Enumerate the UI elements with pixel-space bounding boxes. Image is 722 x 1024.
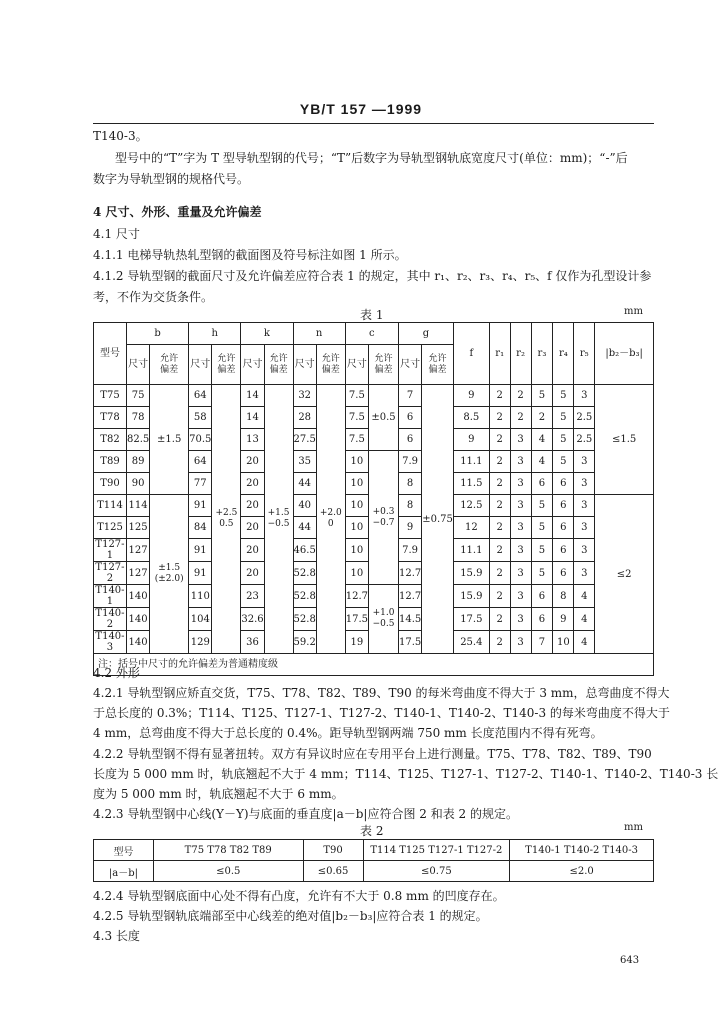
intro-line-2: 数字为导轨型钢的规格代号。 bbox=[93, 172, 250, 186]
table-1-caption: 表 1 bbox=[360, 308, 384, 322]
cell-b: 114 bbox=[126, 495, 149, 517]
cell-r5: 3 bbox=[574, 517, 595, 539]
t2-ab-2: ≤0.65 bbox=[303, 861, 363, 882]
t2-h-ab: |a－b| bbox=[94, 861, 154, 882]
cell-b: 82.5 bbox=[126, 429, 149, 451]
cell-r1: 2 bbox=[489, 631, 510, 654]
cell-g: 14.5 bbox=[398, 608, 421, 631]
cell-h: 77 bbox=[189, 473, 212, 495]
cell-g: 6 bbox=[398, 429, 421, 451]
cell-c: 10 bbox=[345, 451, 368, 473]
cell-n: 28 bbox=[293, 407, 316, 429]
cell-model: T75 bbox=[94, 385, 127, 407]
cell-h: 91 bbox=[189, 539, 212, 562]
t2-models-1: T75 T78 T82 T89 bbox=[153, 840, 303, 861]
cell-n: 46.5 bbox=[293, 539, 316, 562]
clause-4-2-4: 4.2.4 导轨型钢底面中心处不得有凸度，允许有不大于 0.8 mm 的凹度存在。 bbox=[93, 889, 505, 903]
cell-r1: 2 bbox=[489, 517, 510, 539]
th-size: 尺寸 bbox=[241, 345, 264, 385]
cell-h: 58 bbox=[189, 407, 212, 429]
table-1-header-row-1 bbox=[94, 323, 654, 345]
th-tol: 允许 偏差 bbox=[422, 345, 454, 385]
cell-r1: 2 bbox=[489, 539, 510, 562]
cell-diff: ≤1.5 bbox=[595, 385, 654, 495]
th-r4: r₄ bbox=[553, 323, 574, 385]
cell-h: 110 bbox=[189, 585, 212, 608]
cell-r3: 5 bbox=[531, 495, 553, 517]
cell-r3: 6 bbox=[531, 473, 553, 495]
cell-k: 23 bbox=[241, 585, 264, 608]
cell-c-tol: +1.0 −0.5 bbox=[369, 585, 399, 654]
cell-g: 6 bbox=[398, 407, 421, 429]
cell-k: 20 bbox=[241, 495, 264, 517]
cell-r2: 3 bbox=[510, 608, 531, 631]
cell-r4: 5 bbox=[553, 407, 574, 429]
cell-model: T125 bbox=[94, 517, 127, 539]
clause-4-1-2-line-1: 4.1.2 导轨型钢的截面尺寸及允许偏差应符合表 1 的规定，其中 r₁、r₂、r₃、r₄、r₅、f 仅作为孔型设计参 bbox=[93, 269, 652, 283]
cell-r5: 2.5 bbox=[574, 407, 595, 429]
cell-r4: 6 bbox=[553, 539, 574, 562]
th-tol: 允许 偏差 bbox=[316, 345, 345, 385]
clause-4-2-1-line-1: 4.2.1 导轨型钢应矫直交货，T75、T78、T82、T89、T90 的每米弯曲度不得大于 3 mm，总弯曲度不得大 bbox=[93, 686, 670, 700]
cell-g: 8 bbox=[398, 495, 421, 517]
cell-c: 7.5 bbox=[345, 407, 368, 429]
th-size: 尺寸 bbox=[126, 345, 149, 385]
cell-r2: 3 bbox=[510, 517, 531, 539]
clause-4-2-3: 4.2.3 导轨型钢中心线(Y－Y)与底面的垂直度|a－b|应符合图 2 和表 2 的规定。 bbox=[93, 807, 519, 821]
cell-h: 84 bbox=[189, 517, 212, 539]
cell-r3: 5 bbox=[531, 385, 553, 407]
cell-g: 8 bbox=[398, 473, 421, 495]
cell-r5: 4 bbox=[574, 585, 595, 608]
cell-n: 44 bbox=[293, 517, 316, 539]
cell-f: 25.4 bbox=[453, 631, 489, 654]
cell-c: 12.7 bbox=[345, 585, 368, 608]
cell-c: 19 bbox=[345, 631, 368, 654]
th-size: 尺寸 bbox=[345, 345, 368, 385]
clause-4-2-2-line-3: 度为 5 000 mm 时，轨底翘起不大于 6 mm。 bbox=[93, 787, 344, 801]
table-2-row-ab bbox=[94, 861, 654, 882]
cell-f: 11.1 bbox=[453, 451, 489, 473]
t2-models-2: T90 bbox=[303, 840, 363, 861]
cell-c: 10 bbox=[345, 562, 368, 585]
cell-model: T140-2 bbox=[95, 608, 125, 630]
cell-g: 9 bbox=[398, 517, 421, 539]
th-model: 型号 bbox=[94, 323, 127, 385]
cell-b: 127 bbox=[126, 562, 149, 585]
th-h: h bbox=[189, 323, 241, 345]
clause-4-2-2-line-1: 4.2.2 导轨型钢不得有显著扭转。双方有异议时应在专用平台上进行测量。T75、T78、T82、T89、T90 bbox=[93, 747, 652, 761]
cell-r3: 4 bbox=[531, 429, 553, 451]
cell-r1: 2 bbox=[489, 608, 510, 631]
cell-b: 90 bbox=[126, 473, 149, 495]
table-2-caption: 表 2 bbox=[360, 824, 384, 838]
th-tol: 允许 偏差 bbox=[264, 345, 293, 385]
cell-r5: 3 bbox=[574, 495, 595, 517]
cell-g-tol: ±0.75 bbox=[422, 385, 454, 654]
section-4-1-heading: 4.1 尺寸 bbox=[93, 227, 140, 241]
cell-r1: 2 bbox=[489, 473, 510, 495]
table-2 bbox=[93, 839, 654, 882]
cell-f: 17.5 bbox=[453, 608, 489, 631]
cell-r4: 6 bbox=[553, 562, 574, 585]
cell-r2: 3 bbox=[510, 473, 531, 495]
cell-c: 10 bbox=[345, 473, 368, 495]
cell-r2: 3 bbox=[510, 495, 531, 517]
cell-b: 140 bbox=[126, 631, 149, 654]
cell-r1: 2 bbox=[489, 495, 510, 517]
th-g: g bbox=[398, 323, 453, 345]
b-tol-fine: ±1.5 bbox=[158, 563, 181, 573]
clause-4-2-1-line-2: 于总长度的 0.3%；T114、T125、T127-1、T127-2、T140-1、T140-2、T140-3 的每米弯曲度不得大于 bbox=[93, 706, 670, 720]
table-1-note: 注：括号中尺寸的允许偏差为普通精度级 bbox=[94, 654, 654, 676]
cell-model: T89 bbox=[94, 451, 127, 473]
cell-h: 104 bbox=[189, 608, 212, 631]
cell-r3: 5 bbox=[531, 539, 553, 562]
cell-n: 52.8 bbox=[293, 562, 316, 585]
cell-r5: 3 bbox=[574, 562, 595, 585]
table-1-note-row bbox=[94, 654, 654, 676]
cell-r4: 10 bbox=[553, 631, 574, 654]
cell-c: 10 bbox=[345, 495, 368, 517]
cell-r5: 3 bbox=[574, 473, 595, 495]
cell-h: 91 bbox=[189, 562, 212, 585]
th-size: 尺寸 bbox=[398, 345, 421, 385]
cell-k: 20 bbox=[241, 539, 264, 562]
cell-h: 64 bbox=[189, 385, 212, 407]
cell-k: 20 bbox=[241, 451, 264, 473]
clause-4-1-1: 4.1.1 电梯导轨热轧型钢的截面图及符号标注如图 1 所示。 bbox=[93, 248, 407, 262]
cell-r5: 2.5 bbox=[574, 429, 595, 451]
cell-g: 17.5 bbox=[398, 631, 421, 654]
header-rule bbox=[93, 123, 654, 124]
th-k: k bbox=[241, 323, 293, 345]
th-tol: 允许 偏差 bbox=[369, 345, 399, 385]
cell-g: 7 bbox=[398, 385, 421, 407]
cell-f: 12 bbox=[453, 517, 489, 539]
cell-model: T127-1 bbox=[95, 539, 125, 561]
cell-b: 89 bbox=[126, 451, 149, 473]
cell-f: 9 bbox=[453, 385, 489, 407]
cell-r4: 6 bbox=[553, 517, 574, 539]
cell-r2: 2 bbox=[510, 407, 531, 429]
cell-model: T78 bbox=[94, 407, 127, 429]
t2-h-model: 型号 bbox=[94, 840, 154, 861]
cell-h: 129 bbox=[189, 631, 212, 654]
cell-c: 7.5 bbox=[345, 385, 368, 407]
cell-r2: 2 bbox=[510, 385, 531, 407]
cell-b-tol: ±1.5 bbox=[150, 385, 189, 495]
cell-model: T140-3 bbox=[95, 631, 125, 653]
cell-r1: 2 bbox=[489, 407, 510, 429]
cell-n: 40 bbox=[293, 495, 316, 517]
cell-h: 70.5 bbox=[189, 429, 212, 451]
table-2-unit: mm bbox=[624, 822, 643, 833]
th-size: 尺寸 bbox=[293, 345, 316, 385]
cell-f: 11.1 bbox=[453, 539, 489, 562]
cell-model: T140-1 bbox=[95, 585, 125, 607]
cell-k: 32.6 bbox=[241, 608, 264, 631]
cell-r5: 3 bbox=[574, 451, 595, 473]
cell-h: 91 bbox=[189, 495, 212, 517]
cell-k: 14 bbox=[241, 385, 264, 407]
cell-n: 35 bbox=[293, 451, 316, 473]
cell-n: 44 bbox=[293, 473, 316, 495]
cell-b: 125 bbox=[126, 517, 149, 539]
cell-r4: 5 bbox=[553, 385, 574, 407]
cell-f: 11.5 bbox=[453, 473, 489, 495]
t2-models-4: T140-1 T140-2 T140-3 bbox=[510, 840, 654, 861]
cell-h-tol: +2.5 0.5 bbox=[212, 385, 241, 654]
cell-r3: 2 bbox=[531, 407, 553, 429]
cell-r1: 2 bbox=[489, 562, 510, 585]
cell-r3: 5 bbox=[531, 562, 553, 585]
cell-r3: 6 bbox=[531, 585, 553, 608]
cell-r3: 7 bbox=[531, 631, 553, 654]
th-tol: 允许 偏差 bbox=[150, 345, 189, 385]
cell-b: 140 bbox=[126, 608, 149, 631]
cell-r1: 2 bbox=[489, 451, 510, 473]
cell-n: 27.5 bbox=[293, 429, 316, 451]
cell-r4: 9 bbox=[553, 608, 574, 631]
cell-b: 140 bbox=[126, 585, 149, 608]
t2-ab-3: ≤0.75 bbox=[363, 861, 510, 882]
clause-4-2-5: 4.2.5 导轨型钢轨底端部至中心线差的绝对值|b₂－b₃|应符合表 1 的规定。 bbox=[93, 909, 488, 923]
cell-r4: 6 bbox=[553, 495, 574, 517]
cell-b: 127 bbox=[126, 539, 149, 562]
intro-line-1: 型号中的“T”字为 T 型导轨型钢的代号；“T”后数字为导轨型钢轨底宽度尺寸(单位：mm)；“-”后 bbox=[115, 151, 628, 165]
cell-k: 20 bbox=[241, 562, 264, 585]
cell-g: 12.7 bbox=[398, 585, 421, 608]
th-f: f bbox=[453, 323, 489, 385]
cell-r5: 3 bbox=[574, 385, 595, 407]
cell-r4: 6 bbox=[553, 473, 574, 495]
cell-r2: 3 bbox=[510, 562, 531, 585]
cell-c-tol: +0.3 −0.7 bbox=[369, 451, 399, 585]
cell-r5: 4 bbox=[574, 631, 595, 654]
cell-r1: 2 bbox=[489, 385, 510, 407]
page-number: 643 bbox=[620, 955, 640, 966]
cell-r5: 3 bbox=[574, 539, 595, 562]
cell-k: 20 bbox=[241, 473, 264, 495]
cell-r2: 3 bbox=[510, 539, 531, 562]
th-b: b bbox=[126, 323, 188, 345]
cell-f: 12.5 bbox=[453, 495, 489, 517]
cell-h: 64 bbox=[189, 451, 212, 473]
t2-ab-1: ≤0.5 bbox=[153, 861, 303, 882]
cell-r2: 3 bbox=[510, 451, 531, 473]
cell-r1: 2 bbox=[489, 429, 510, 451]
cell-c: 10 bbox=[345, 539, 368, 562]
cell-f: 15.9 bbox=[453, 562, 489, 585]
cell-c: 7.5 bbox=[345, 429, 368, 451]
cell-n: 32 bbox=[293, 385, 316, 407]
cell-g: 12.7 bbox=[398, 562, 421, 585]
table-1 bbox=[93, 322, 654, 676]
cell-n-tol: +2.0 0 bbox=[316, 385, 345, 654]
cell-model: T90 bbox=[94, 473, 127, 495]
cell-k: 20 bbox=[241, 517, 264, 539]
table-2-row-model bbox=[94, 840, 654, 861]
cell-k: 13 bbox=[241, 429, 264, 451]
cell-c-tol: ±0.5 bbox=[369, 385, 399, 451]
cell-n: 52.8 bbox=[293, 585, 316, 608]
cell-diff: ≤2 bbox=[595, 495, 654, 654]
cell-r5: 4 bbox=[574, 608, 595, 631]
cell-c: 17.5 bbox=[345, 608, 368, 631]
cell-c: 10 bbox=[345, 517, 368, 539]
cell-r4: 5 bbox=[553, 429, 574, 451]
page-header: YB/T 157 —1999 bbox=[299, 101, 423, 117]
cell-r4: 5 bbox=[553, 451, 574, 473]
cell-b: 78 bbox=[126, 407, 149, 429]
th-n: n bbox=[293, 323, 345, 345]
section-4-heading: 4 尺寸、外形、重量及允许偏差 bbox=[93, 205, 262, 219]
th-r3: r₃ bbox=[531, 323, 553, 385]
cell-model: T82 bbox=[94, 429, 127, 451]
th-r1: r₁ bbox=[489, 323, 510, 385]
th-tol: 允许 偏差 bbox=[212, 345, 241, 385]
cell-r3: 4 bbox=[531, 451, 553, 473]
cell-r3: 6 bbox=[531, 608, 553, 631]
clause-4-2-2-line-2: 长度为 5 000 mm 时，轨底翘起不大于 4 mm；T114、T125、T127-1、T127-2、T140-1、T140-2、T140-3 长 bbox=[93, 767, 719, 781]
th-b2-b3: |b₂－b₃| bbox=[595, 323, 654, 385]
clause-4-2-1-line-3: 4 mm，总弯曲度不得大于总长度的 0.4%。距导轨型钢两端 750 mm 长度范围内不得有死弯。 bbox=[93, 726, 603, 740]
cell-f: 9 bbox=[453, 429, 489, 451]
th-c: c bbox=[345, 323, 398, 345]
section-4-2-heading: 4.2 外形 bbox=[93, 666, 140, 680]
cell-n: 59.2 bbox=[293, 631, 316, 654]
th-r2: r₂ bbox=[510, 323, 531, 385]
intro-line-0: T140-3。 bbox=[93, 129, 148, 143]
b-tol-normal: (±2.0) bbox=[154, 574, 184, 584]
cell-r2: 3 bbox=[510, 429, 531, 451]
clause-4-1-2-line-2: 考，不作为交货条件。 bbox=[93, 290, 214, 304]
cell-k: 14 bbox=[241, 407, 264, 429]
section-4-3-heading: 4.3 长度 bbox=[93, 929, 140, 943]
table-row bbox=[94, 385, 654, 407]
cell-b-tol bbox=[150, 495, 189, 654]
cell-k-tol: +1.5 −0.5 bbox=[264, 385, 293, 654]
cell-f: 15.9 bbox=[453, 585, 489, 608]
cell-r2: 3 bbox=[510, 585, 531, 608]
cell-b: 75 bbox=[126, 385, 149, 407]
th-size: 尺寸 bbox=[189, 345, 212, 385]
th-r5: r₅ bbox=[574, 323, 595, 385]
cell-n: 52.8 bbox=[293, 608, 316, 631]
t2-ab-4: ≤2.0 bbox=[510, 861, 654, 882]
t2-models-3: T114 T125 T127-1 T127-2 bbox=[363, 840, 510, 861]
cell-model: T127-2 bbox=[95, 562, 125, 584]
cell-f: 8.5 bbox=[453, 407, 489, 429]
cell-r2: 3 bbox=[510, 631, 531, 654]
cell-r1: 2 bbox=[489, 585, 510, 608]
cell-g: 7.9 bbox=[398, 539, 421, 562]
cell-k: 36 bbox=[241, 631, 264, 654]
cell-g: 7.9 bbox=[398, 451, 421, 473]
cell-r3: 5 bbox=[531, 517, 553, 539]
cell-model: T114 bbox=[94, 495, 127, 517]
cell-r4: 8 bbox=[553, 585, 574, 608]
table-1-unit: mm bbox=[624, 306, 643, 317]
